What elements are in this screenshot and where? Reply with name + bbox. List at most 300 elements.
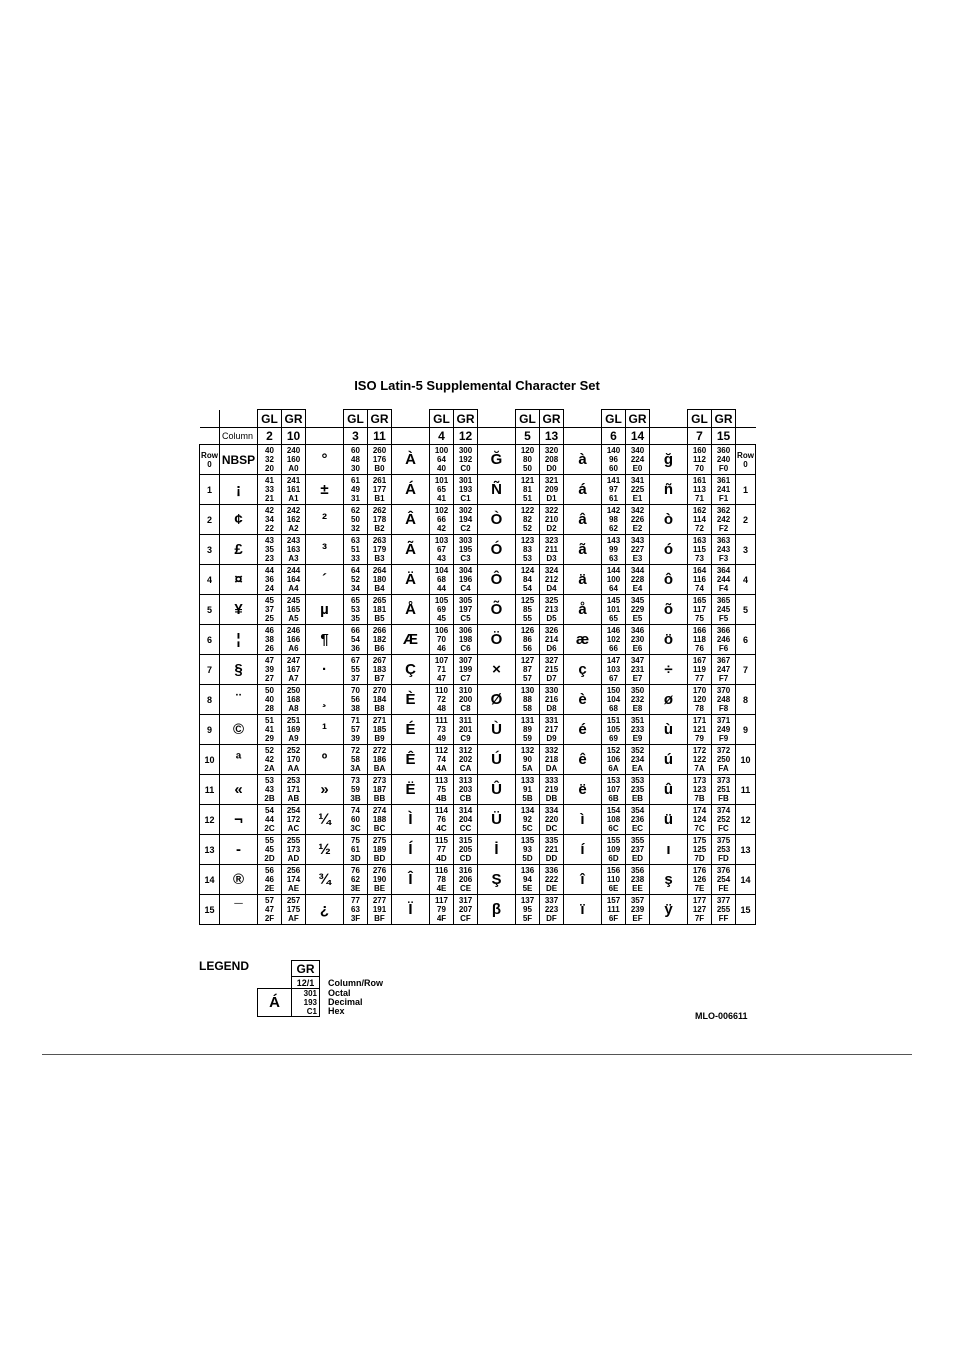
hex-value: F4 xyxy=(718,584,729,593)
character-glyph: ¸ xyxy=(306,685,344,715)
octal-value: 376 xyxy=(716,866,731,875)
character-glyph: ¢ xyxy=(220,505,258,535)
octal-value: 50 xyxy=(265,686,274,695)
decimal-value: 234 xyxy=(630,755,645,764)
decimal-value: 220 xyxy=(544,815,559,824)
decimal-value: 173 xyxy=(286,845,301,854)
code-values-gl xyxy=(516,745,540,775)
hex-value: 44 xyxy=(437,584,446,593)
octal-value: 125 xyxy=(520,596,535,605)
code-values-gr xyxy=(368,445,392,475)
hex-value: 3B xyxy=(350,794,361,803)
character-glyph: Ğ xyxy=(478,445,516,475)
decimal-value: 36 xyxy=(265,575,274,584)
hex-value: 78 xyxy=(695,704,704,713)
table-row xyxy=(200,535,756,565)
hex-value: D7 xyxy=(546,674,557,683)
row-number-right: 12 xyxy=(736,805,756,835)
decimal-value: 81 xyxy=(523,485,532,494)
character-glyph: ² xyxy=(306,505,344,535)
decimal-value: 248 xyxy=(716,695,731,704)
row-number-text: 0 xyxy=(207,459,212,469)
hex-value: 26 xyxy=(265,644,274,653)
hex-value: C2 xyxy=(460,524,471,533)
decimal-value: 221 xyxy=(544,845,559,854)
character-glyph: Ş xyxy=(478,865,516,895)
character-glyph: É xyxy=(392,715,430,745)
decimal-value: 68 xyxy=(437,575,446,584)
character-glyph: - xyxy=(220,835,258,865)
character-glyph: â xyxy=(564,505,602,535)
decimal-value: 203 xyxy=(458,785,473,794)
octal-value: 72 xyxy=(351,746,360,755)
table-row xyxy=(200,745,756,775)
code-values-gr xyxy=(540,535,564,565)
octal-value: 367 xyxy=(716,656,731,665)
hex-value: 3C xyxy=(350,824,361,833)
hex-value: 7B xyxy=(694,794,705,803)
decimal-value: 188 xyxy=(372,815,387,824)
code-values-gl xyxy=(688,655,712,685)
hex-value: 4E xyxy=(436,884,447,893)
code-values-gr xyxy=(282,505,306,535)
hex-value: CE xyxy=(459,884,472,893)
decimal-value: 219 xyxy=(544,785,559,794)
hex-value: 43 xyxy=(437,554,446,563)
hex-value: CB xyxy=(459,794,472,803)
code-values-gr xyxy=(454,895,478,925)
decimal-value: 202 xyxy=(458,755,473,764)
code-values-gr xyxy=(626,625,650,655)
code-values-gl xyxy=(688,445,712,475)
octal-value: 102 xyxy=(434,506,449,515)
octal-value: 335 xyxy=(544,836,559,845)
hex-value: 38 xyxy=(351,704,360,713)
decimal-value: 181 xyxy=(372,605,387,614)
octal-value: 177 xyxy=(692,896,707,905)
decimal-value: 47 xyxy=(265,905,274,914)
decimal-value: 198 xyxy=(458,635,473,644)
header-spacer xyxy=(478,410,516,428)
code-values-gl xyxy=(516,835,540,865)
decimal-value: 229 xyxy=(630,605,645,614)
hex-value: AC xyxy=(287,824,300,833)
octal-value: 301 xyxy=(458,476,473,485)
hex-value: 6E xyxy=(608,884,619,893)
decimal-value: 236 xyxy=(630,815,645,824)
decimal-value: 34 xyxy=(265,515,274,524)
code-values-gr xyxy=(282,865,306,895)
decimal-value: 171 xyxy=(286,785,301,794)
decimal-value: 199 xyxy=(458,665,473,674)
header-spacer xyxy=(564,428,602,445)
code-values-gl xyxy=(602,505,626,535)
hex-value: B3 xyxy=(374,554,385,563)
hex-value: 7D xyxy=(694,854,705,863)
code-values-gr xyxy=(712,445,736,475)
decimal-value: 74 xyxy=(437,755,446,764)
hex-value: 31 xyxy=(351,494,360,503)
row-number-right: 11 xyxy=(736,775,756,805)
octal-value: 242 xyxy=(286,506,301,515)
octal-value: 351 xyxy=(630,716,645,725)
hex-value: E2 xyxy=(632,524,643,533)
code-values-gr xyxy=(368,835,392,865)
code-values-gl xyxy=(602,685,626,715)
character-glyph: ¿ xyxy=(306,895,344,925)
decimal-value: 51 xyxy=(351,545,360,554)
hex-value: DD xyxy=(545,854,558,863)
character-glyph: Ç xyxy=(392,655,430,685)
code-values-gl xyxy=(430,625,454,655)
code-values-gl xyxy=(344,865,368,895)
octal-value: 332 xyxy=(544,746,559,755)
hex-value: DC xyxy=(545,824,558,833)
decimal-value: 101 xyxy=(606,605,621,614)
decimal-value: 123 xyxy=(692,785,707,794)
decimal-value: 174 xyxy=(286,875,301,884)
character-glyph: Î xyxy=(392,865,430,895)
octal-value: 70 xyxy=(351,686,360,695)
code-values-gl xyxy=(258,505,282,535)
character-glyph: ª xyxy=(220,745,258,775)
character-glyph: ¶ xyxy=(306,625,344,655)
header-corner xyxy=(200,428,220,445)
decimal-value: 121 xyxy=(692,725,707,734)
character-glyph: ÿ xyxy=(650,895,688,925)
code-values-gr xyxy=(626,445,650,475)
hex-value: B7 xyxy=(374,674,385,683)
code-values-gr xyxy=(626,805,650,835)
decimal-value: 73 xyxy=(437,725,446,734)
octal-value: 375 xyxy=(716,836,731,845)
header-spacer xyxy=(220,410,258,428)
hex-value: 4A xyxy=(436,764,447,773)
row-number xyxy=(200,445,220,475)
octal-value: 266 xyxy=(372,626,387,635)
octal-value: 300 xyxy=(458,446,473,455)
octal-value: 173 xyxy=(692,776,707,785)
octal-value: 312 xyxy=(458,746,473,755)
octal-value: 110 xyxy=(435,686,448,695)
hex-value: C9 xyxy=(460,734,471,743)
octal-value: 302 xyxy=(458,506,473,515)
octal-value: 317 xyxy=(458,896,473,905)
code-values-gl xyxy=(430,565,454,595)
character-glyph: İ xyxy=(478,835,516,865)
hex-value: 2E xyxy=(264,884,275,893)
octal-value: 306 xyxy=(458,626,473,635)
character-glyph: ³ xyxy=(306,535,344,565)
code-values-gr xyxy=(368,535,392,565)
decimal-value: 217 xyxy=(544,725,559,734)
decimal-value: 122 xyxy=(692,755,707,764)
octal-value: 273 xyxy=(372,776,387,785)
code-values-gl xyxy=(344,535,368,565)
octal-value: 74 xyxy=(351,806,360,815)
legend-gr-label: GR xyxy=(292,961,320,977)
decimal-value: 185 xyxy=(372,725,387,734)
code-values-gl xyxy=(688,565,712,595)
hex-value: 25 xyxy=(265,614,274,623)
octal-value: 170 xyxy=(692,686,707,695)
code-values-gl xyxy=(602,655,626,685)
octal-value: 267 xyxy=(372,656,387,665)
character-glyph: Ê xyxy=(392,745,430,775)
character-glyph: ù xyxy=(650,715,688,745)
decimal-value: 206 xyxy=(458,875,473,884)
code-values-gl xyxy=(258,565,282,595)
column-number-gl: 2 xyxy=(258,428,282,445)
octal-value: 77 xyxy=(351,896,360,905)
octal-value: 117 xyxy=(435,896,448,905)
code-values-gl xyxy=(688,895,712,925)
decimal-value: 180 xyxy=(372,575,387,584)
decimal-value: 53 xyxy=(351,605,360,614)
code-values-gl xyxy=(688,505,712,535)
row-number-right: 7 xyxy=(736,655,756,685)
legend-spacer xyxy=(320,961,384,977)
hex-value: 5E xyxy=(522,884,533,893)
decimal-value: 111 xyxy=(607,905,620,914)
octal-value: 47 xyxy=(265,656,274,665)
code-values-gr xyxy=(282,895,306,925)
row-number-right: 1 xyxy=(736,475,756,505)
decimal-value: 48 xyxy=(351,455,360,464)
decimal-value: 99 xyxy=(609,545,618,554)
decimal-value: 59 xyxy=(351,785,360,794)
decimal-value: 33 xyxy=(265,485,274,494)
code-values-gl xyxy=(430,685,454,715)
decimal-value: 207 xyxy=(458,905,473,914)
decimal-value: 116 xyxy=(693,575,706,584)
code-values-gl xyxy=(516,895,540,925)
header-spacer xyxy=(392,410,430,428)
octal-value: 342 xyxy=(630,506,645,515)
code-values-gl xyxy=(602,715,626,745)
octal-value: 140 xyxy=(606,446,621,455)
hex-value: C8 xyxy=(460,704,471,713)
decimal-value: 189 xyxy=(372,845,387,854)
hex-value: B2 xyxy=(374,524,385,533)
code-values-gl xyxy=(516,805,540,835)
character-glyph: £ xyxy=(220,535,258,565)
decimal-value: 200 xyxy=(458,695,473,704)
decimal-value: 183 xyxy=(372,665,387,674)
header-corner xyxy=(736,428,756,445)
octal-value: 171 xyxy=(692,716,707,725)
row-label: Row xyxy=(737,450,754,460)
hex-value: 42 xyxy=(437,524,446,533)
character-glyph: ö xyxy=(650,625,688,655)
header-gl: GL xyxy=(688,410,712,428)
header-row-columns xyxy=(200,428,756,445)
octal-value: 353 xyxy=(630,776,645,785)
hex-value: 3D xyxy=(350,854,361,863)
column-label: Column xyxy=(220,428,258,445)
row-number-right: 14 xyxy=(736,865,756,895)
octal-value: 325 xyxy=(544,596,559,605)
code-values-gr xyxy=(712,505,736,535)
decimal-value: 169 xyxy=(286,725,301,734)
hex-value: E6 xyxy=(632,644,643,653)
character-glyph: ´ xyxy=(306,565,344,595)
octal-value: 363 xyxy=(716,536,731,545)
row-number-right xyxy=(736,445,756,475)
character-glyph: ø xyxy=(650,685,688,715)
decimal-value: 227 xyxy=(630,545,645,554)
hex-value: F3 xyxy=(718,554,729,563)
decimal-value: 204 xyxy=(458,815,473,824)
decimal-value: 88 xyxy=(523,695,532,704)
decimal-value: 161 xyxy=(286,485,301,494)
row-number-right: 9 xyxy=(736,715,756,745)
decimal-value: 120 xyxy=(692,695,707,704)
code-values-gl xyxy=(516,595,540,625)
decimal-value: 55 xyxy=(351,665,360,674)
hex-value: 53 xyxy=(523,554,532,563)
octal-value: 175 xyxy=(692,836,707,845)
octal-value: 372 xyxy=(716,746,731,755)
code-values-gl xyxy=(430,895,454,925)
octal-value: 322 xyxy=(544,506,559,515)
code-values-gr xyxy=(282,445,306,475)
code-values-gr xyxy=(368,745,392,775)
decimal-value: 94 xyxy=(523,875,532,884)
code-values-gr xyxy=(368,895,392,925)
decimal-value: 79 xyxy=(437,905,446,914)
decimal-value: 127 xyxy=(692,905,707,914)
code-values-gl xyxy=(430,655,454,685)
hex-value: CD xyxy=(459,854,472,863)
octal-value: 104 xyxy=(434,566,449,575)
octal-value: 165 xyxy=(692,596,707,605)
row-number: 12 xyxy=(200,805,220,835)
row-number: 15 xyxy=(200,895,220,925)
decimal-value: 60 xyxy=(351,815,360,824)
character-glyph: ı xyxy=(650,835,688,865)
character-glyph: ± xyxy=(306,475,344,505)
octal-value: 310 xyxy=(458,686,473,695)
hex-value: A2 xyxy=(288,524,299,533)
hex-value: A7 xyxy=(288,674,299,683)
code-values-gl xyxy=(430,445,454,475)
table-row xyxy=(200,625,756,655)
table-row xyxy=(200,445,756,475)
code-values-gr xyxy=(626,505,650,535)
decimal-value: 44 xyxy=(265,815,274,824)
decimal-value: 49 xyxy=(351,485,360,494)
hex-value: 5A xyxy=(522,764,533,773)
code-values-gl xyxy=(688,595,712,625)
code-values-gr xyxy=(540,775,564,805)
decimal-value: 62 xyxy=(351,875,360,884)
header-spacer xyxy=(306,428,344,445)
hex-value: 69 xyxy=(609,734,618,743)
code-values-gl xyxy=(258,535,282,565)
octal-value: 321 xyxy=(544,476,559,485)
character-glyph: Ú xyxy=(478,745,516,775)
octal-value: 172 xyxy=(692,746,707,755)
octal-value: 40 xyxy=(265,446,274,455)
code-values-gr xyxy=(626,835,650,865)
octal-value: 145 xyxy=(606,596,621,605)
octal-value: 144 xyxy=(606,566,621,575)
octal-value: 326 xyxy=(544,626,559,635)
column-number-gr: 10 xyxy=(282,428,306,445)
octal-value: 304 xyxy=(458,566,473,575)
hex-value: F0 xyxy=(718,464,729,473)
octal-value: 334 xyxy=(544,806,559,815)
decimal-value: 37 xyxy=(265,605,274,614)
code-values-gl xyxy=(344,625,368,655)
decimal-value: 194 xyxy=(458,515,473,524)
octal-value: 113 xyxy=(435,776,448,785)
hex-value: 3F xyxy=(350,914,361,923)
decimal-value: 212 xyxy=(544,575,559,584)
decimal-value: 165 xyxy=(286,605,301,614)
decimal-value: 114 xyxy=(693,515,706,524)
character-glyph: ¨ xyxy=(220,685,258,715)
octal-value: 303 xyxy=(458,536,473,545)
hex-value: AD xyxy=(287,854,300,863)
code-values-gr xyxy=(712,835,736,865)
octal-value: 320 xyxy=(544,446,559,455)
character-glyph: ş xyxy=(650,865,688,895)
octal-value: 252 xyxy=(286,746,301,755)
hex-value: 62 xyxy=(609,524,618,533)
character-glyph: Õ xyxy=(478,595,516,625)
code-values-gr xyxy=(282,715,306,745)
row-number-right: 13 xyxy=(736,835,756,865)
header-gr: GR xyxy=(282,410,306,428)
code-values-gl xyxy=(602,475,626,505)
decimal-value: 239 xyxy=(630,905,645,914)
row-number: 9 xyxy=(200,715,220,745)
decimal-value: 95 xyxy=(523,905,532,914)
hex-value: E4 xyxy=(632,584,643,593)
code-values-gl xyxy=(430,595,454,625)
character-glyph: Ã xyxy=(392,535,430,565)
octal-value: 143 xyxy=(606,536,621,545)
decimal-value: 252 xyxy=(716,815,731,824)
code-values-gr xyxy=(626,895,650,925)
octal-value: 253 xyxy=(286,776,301,785)
hex-value: 5F xyxy=(522,914,533,923)
code-values-gr xyxy=(454,775,478,805)
header-gr: GR xyxy=(626,410,650,428)
row-number: 8 xyxy=(200,685,220,715)
decimal-value: 46 xyxy=(265,875,274,884)
decimal-value: 247 xyxy=(716,665,731,674)
column-number-gr: 13 xyxy=(540,428,564,445)
character-glyph: È xyxy=(392,685,430,715)
hex-value: 6C xyxy=(608,824,619,833)
octal-value: 365 xyxy=(716,596,731,605)
hex-value: F9 xyxy=(718,734,729,743)
octal-value: 53 xyxy=(265,776,274,785)
decimal-value: 225 xyxy=(630,485,645,494)
code-values-gl xyxy=(688,715,712,745)
legend-box xyxy=(257,960,384,1017)
octal-value: 133 xyxy=(520,776,535,785)
octal-value: 134 xyxy=(520,806,535,815)
legend-column-row-label: Column/Row xyxy=(328,977,383,988)
hex-value: 47 xyxy=(437,674,446,683)
decimal-value: 209 xyxy=(544,485,559,494)
hex-value: 48 xyxy=(437,704,446,713)
hex-value: A6 xyxy=(288,644,299,653)
